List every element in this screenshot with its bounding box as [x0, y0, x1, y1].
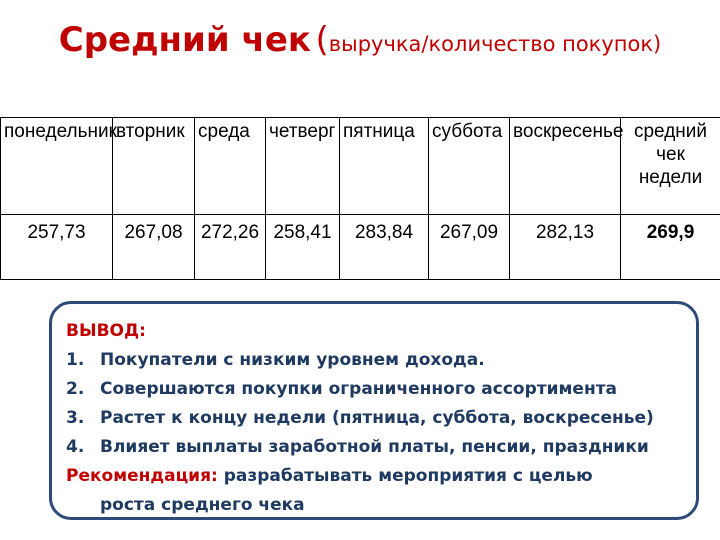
recommendation-label: Рекомендация: [66, 466, 218, 486]
recommendation-line [66, 462, 696, 491]
item-number: 3. [66, 408, 85, 428]
item-number: 4. [66, 437, 85, 457]
header-friday: пятница [340, 118, 429, 215]
header-sunday: воскресенье [510, 118, 621, 215]
recommendation-text: разрабатывать мероприятия с целью [223, 466, 593, 486]
header-weekly-average: средний чек недели [621, 118, 720, 215]
weekday-table [0, 117, 720, 280]
table-values-row [1, 215, 720, 280]
header-tuesday: вторник [113, 118, 195, 215]
conclusion-item [66, 346, 696, 375]
title-paren-open: ( [315, 20, 329, 60]
slide-title [0, 20, 720, 60]
value-thursday: 258,41 [266, 215, 340, 280]
item-text: Влияет выплаты заработной платы, пенсии, праздники [100, 437, 649, 457]
item-text: Совершаются покупки ограниченного ассортимента [100, 379, 618, 399]
value-wednesday: 272,26 [195, 215, 266, 280]
header-thursday: четверг [266, 118, 340, 215]
value-sunday: 282,13 [510, 215, 621, 280]
item-number: 1. [66, 350, 85, 370]
conclusion-item [66, 404, 696, 433]
item-number: 2. [66, 379, 85, 399]
item-text: Покупатели с низким уровнем дохода. [100, 350, 485, 370]
conclusion-heading: ВЫВОД: [66, 321, 146, 341]
header-monday: понедельник [1, 118, 113, 215]
item-text: Растет к концу недели (пятница, суббота, воскресенье) [100, 408, 654, 428]
table-header-row [1, 118, 720, 215]
title-subtitle: выручка/количество покупок [328, 32, 654, 56]
title-paren-close: ) [653, 32, 662, 56]
title-main: Средний чек [58, 20, 312, 60]
conclusion-item [66, 375, 696, 404]
value-monday: 257,73 [1, 215, 113, 280]
header-saturday: суббота [429, 118, 510, 215]
conclusion-text [66, 317, 696, 520]
value-tuesday: 267,08 [113, 215, 195, 280]
value-friday: 283,84 [340, 215, 429, 280]
value-weekly-average: 269,9 [621, 215, 720, 280]
value-saturday: 267,09 [429, 215, 510, 280]
conclusion-item [66, 433, 696, 462]
recommendation-continuation: роста среднего чека [100, 495, 305, 515]
header-wednesday: среда [195, 118, 266, 215]
